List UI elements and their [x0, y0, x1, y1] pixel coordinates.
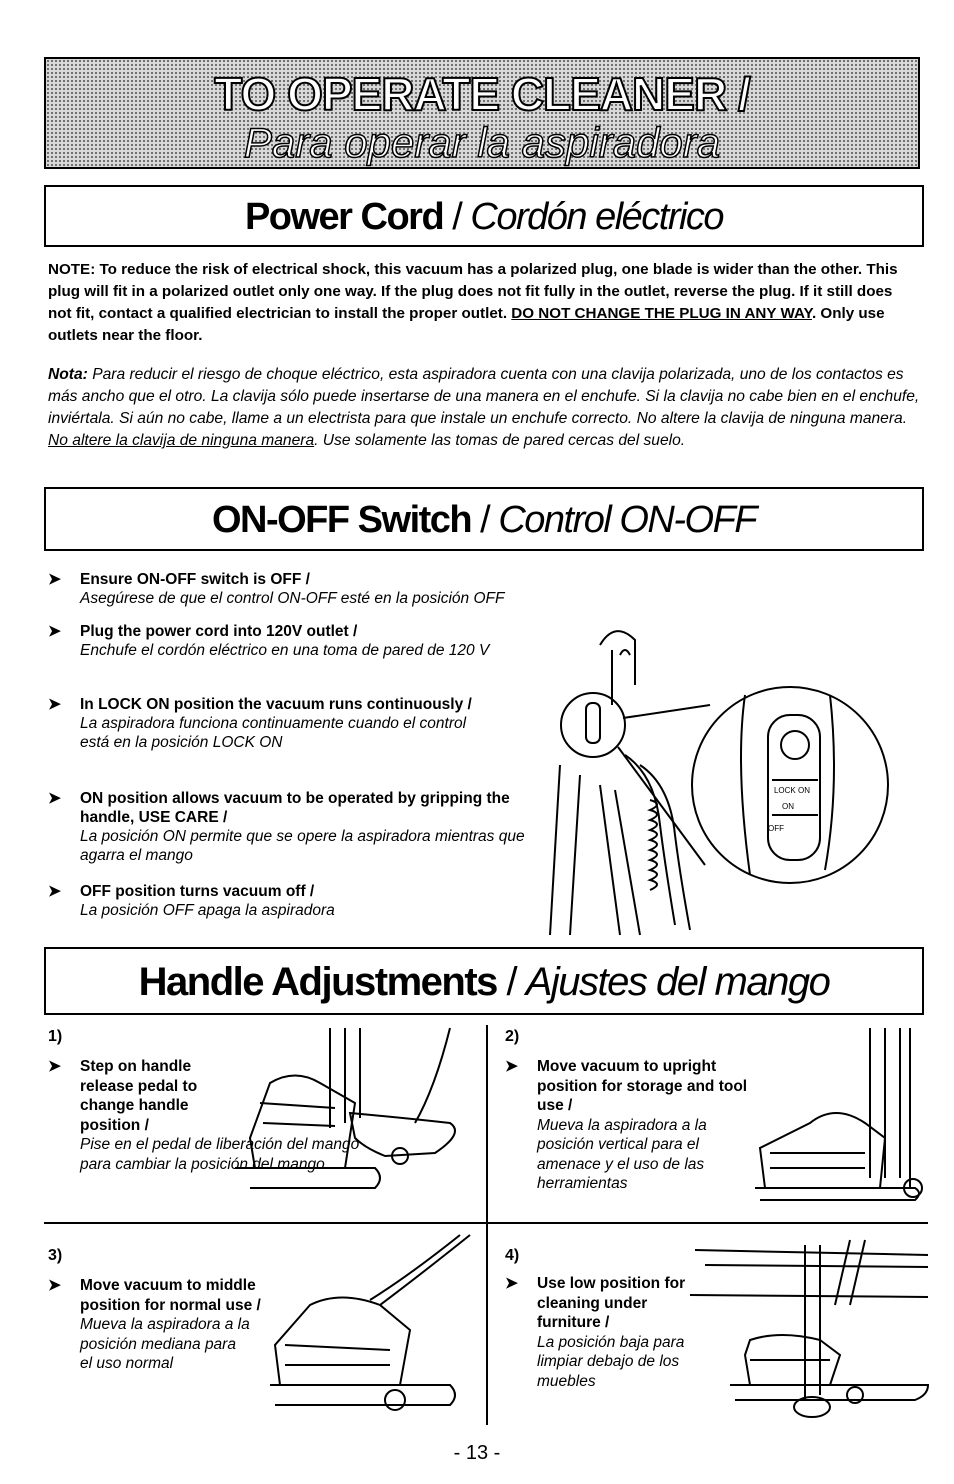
- nota-text: Para reducir el riesgo de choque eléctrico, esta aspiradora cuenta con una clavija polarizada, uno de los contactos es más ancho que el otro. La clavija sólo puede insertarse de una manera en el enchufe. Si la clavija no cabe bien en el enchufe, inviértala. Si aún no cabe, llame a un electrista para que instale un enchufe correcto. No altere la clavija de ninguna manera.: [48, 366, 920, 427]
- switch-label-off: OFF: [768, 824, 784, 833]
- step-2: [505, 1057, 765, 1194]
- on-off-bullet: [48, 695, 548, 752]
- bullet-text-en: In LOCK ON position the vacuum runs continuously /: [80, 696, 472, 713]
- bullet-arrow-icon: ➤: [48, 883, 61, 900]
- vertical-divider: [486, 1025, 488, 1425]
- page-title: TO OPERATE CLEANER /: [214, 68, 750, 120]
- on-off-heading: [44, 487, 924, 551]
- note-warning: DO NOT CHANGE THE PLUG IN ANY WAY: [511, 305, 812, 322]
- on-off-heading-es: Control ON-OFF: [498, 499, 757, 541]
- bullet-text-en: Plug the power cord into 120V outlet /: [80, 623, 358, 640]
- note-tail: . Only use outlets near the floor.: [48, 305, 885, 344]
- step-number: 4): [505, 1247, 520, 1264]
- step-text-en: Use low position for cleaning under furniture /: [537, 1275, 686, 1331]
- horizontal-divider: [44, 1222, 928, 1224]
- bullet-arrow-icon: ➤: [48, 1277, 61, 1294]
- step-text-en: Step on handle release pedal to change handle position /: [80, 1058, 198, 1134]
- bullet-text-es: La posición ON permite que se opere la aspiradora mientras que agarra el mango: [80, 828, 525, 864]
- bullet-arrow-icon: ➤: [48, 1058, 61, 1075]
- power-cord-note-es: [48, 364, 920, 452]
- bullet-text-es: Enchufe el cordón eléctrico en una toma de pared de 120 V: [80, 642, 490, 659]
- bullet-arrow-icon: ➤: [48, 623, 61, 640]
- power-cord-heading-en: Power Cord: [244, 196, 444, 238]
- on-off-bullet: [48, 570, 568, 608]
- power-cord-heading: [44, 185, 924, 247]
- note-text: To reduce the risk of electrical shock, this vacuum has a polarized plug, one blade is wider than the other. This plug will fit in a polarized outlet only one way. If the plug does not fit fully in the outlet, reverse the plug. If it still does not fit, contact a qualified electrician to install the proper outlet.: [48, 261, 898, 322]
- bullet-arrow-icon: ➤: [48, 790, 61, 807]
- nota-warning: No altere la clavija de ninguna manera: [48, 432, 315, 449]
- step-3-illustration: [270, 1235, 480, 1415]
- handle-heading-en: Handle Adjustments: [138, 960, 497, 1004]
- bullet-arrow-icon: ➤: [505, 1058, 518, 1075]
- bullet-text-en: OFF position turns vacuum off /: [80, 883, 315, 900]
- step-text-es: Pise en el pedal de liberación del mango para cambiar la posición del mango: [80, 1136, 360, 1173]
- step-number: 2): [505, 1028, 520, 1045]
- page-subtitle: Para operar la aspiradora: [243, 119, 721, 166]
- handle-heading: [44, 947, 924, 1015]
- step-1-illustration: [235, 1028, 480, 1198]
- handle-heading-es: Ajustes del mango: [525, 960, 830, 1004]
- bullet-text-en: ON position allows vacuum to be operated by gripping the handle, USE CARE /: [80, 790, 510, 826]
- note-label: NOTE:: [48, 261, 96, 278]
- title-banner: [44, 57, 920, 169]
- heading-separator: /: [496, 960, 526, 1004]
- bullet-arrow-icon: ➤: [505, 1275, 518, 1292]
- bullet-text-es: Asegúrese de que el control ON-OFF esté en la posición OFF: [80, 590, 505, 607]
- switch-illustration: [540, 615, 925, 940]
- switch-label-lock-on: LOCK ON: [773, 786, 811, 795]
- on-off-heading-en: ON-OFF Switch: [211, 499, 472, 541]
- bullet-text-en: Ensure ON-OFF switch is OFF /: [80, 571, 310, 588]
- on-off-bullet: [48, 622, 568, 660]
- bullet-arrow-icon: ➤: [48, 696, 61, 713]
- bullet-arrow-icon: ➤: [48, 571, 61, 588]
- heading-separator: /: [443, 196, 471, 238]
- step-text-es: La posición baja para limpiar debajo de los muebles: [537, 1333, 685, 1390]
- nota-label: Nota:: [48, 366, 88, 383]
- step-4-illustration: [690, 1235, 928, 1420]
- switch-label-on: ON: [782, 802, 794, 811]
- step-number: 3): [48, 1247, 63, 1264]
- step-3: [48, 1276, 298, 1374]
- heading-separator: /: [471, 499, 499, 541]
- bullet-text-es: La posición OFF apaga la aspiradora: [80, 902, 335, 919]
- step-text-en: Move vacuum to upright position for storage and tool use /: [537, 1058, 748, 1114]
- on-off-bullet: [48, 882, 548, 920]
- step-text-en: Move vacuum to middle position for normal use /: [80, 1277, 261, 1314]
- on-off-bullet: [48, 789, 548, 865]
- bullet-text-es: La aspiradora funciona continuamente cuando el control está en la posición LOCK ON: [80, 715, 467, 751]
- step-text-es: Mueva la aspiradora a la posición vertical para el amenace y el uso de las herramientas: [537, 1116, 707, 1192]
- step-number: 1): [48, 1028, 63, 1045]
- power-cord-note-en: [48, 259, 920, 347]
- page-number: - 13 -: [453, 1442, 501, 1464]
- step-2-illustration: [755, 1028, 925, 1203]
- power-cord-heading-es: Cordón eléctrico: [470, 196, 724, 238]
- step-text-es: Mueva la aspiradora a la posición mediana para el uso normal: [80, 1316, 250, 1372]
- nota-tail: . Use solamente las tomas de pared cercas del suelo.: [314, 432, 686, 449]
